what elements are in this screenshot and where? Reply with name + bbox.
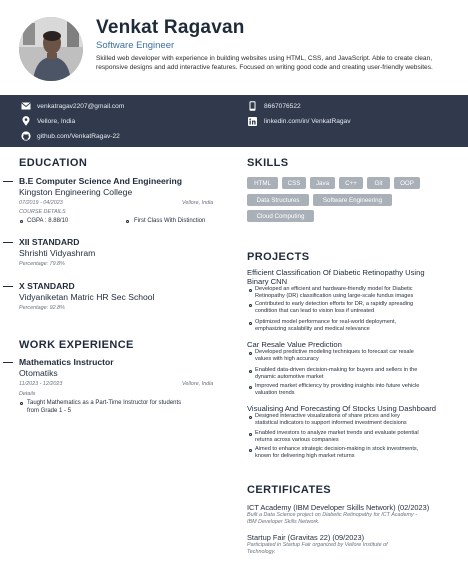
bullet-line: Developed predictive modeling techniques to forecast car resale <box>255 349 414 355</box>
education-percentage: Percentage: 92.8% <box>19 305 65 311</box>
linkedin-icon <box>247 116 258 126</box>
skill-tag: Data Structures <box>247 194 309 206</box>
certificate-desc <box>247 542 452 556</box>
education-degree: XII STANDARD <box>19 237 80 247</box>
timeline-dash <box>3 286 13 287</box>
skill-tag: OOP <box>394 177 420 189</box>
contact-github-text: github.com/VenkatRagav-22 <box>37 132 120 140</box>
desc-line: Participated in Startup Fair organized by Vellore Institute of <box>247 542 388 548</box>
experience-location: Vellore, India <box>182 381 214 387</box>
contact-linkedin-text: linkedin.com/in/ VenkatRagav <box>264 117 351 125</box>
bullet <box>249 352 252 355</box>
contact-phone-text: 8667076522 <box>264 102 301 110</box>
experience-details-label: Details <box>19 391 36 397</box>
resume-header <box>0 0 468 92</box>
project-bullet <box>255 286 455 300</box>
skills-heading: SKILLS <box>247 157 289 169</box>
education-school: Kingston Engineering College <box>19 187 133 197</box>
contact-location <box>20 116 75 126</box>
certificates-heading: CERTIFICATES <box>247 484 332 496</box>
certificate-title: Startup Fair (Gravitas 22) (09/2023) <box>247 533 365 542</box>
project-bullet <box>255 301 455 315</box>
experience-bullet: from Grade 1 - 5 <box>27 408 72 414</box>
timeline-dash <box>3 242 13 243</box>
timeline-dash <box>3 181 13 182</box>
certificate-desc <box>247 512 452 526</box>
experience-heading: WORK EXPERIENCE <box>19 339 134 351</box>
project-bullet <box>255 413 455 427</box>
bullet-line: statistical indicators to support informed investment decisions <box>255 420 407 427</box>
experience-dates: 11/2023 - 12/2023 <box>19 381 63 387</box>
bullet <box>20 220 23 223</box>
skill-tag: Software Engineering <box>313 194 392 206</box>
person-role: Software Engineer <box>96 40 175 51</box>
contact-email[interactable] <box>20 101 124 111</box>
bullet <box>249 322 252 325</box>
desc-line: IBM Developer Skills Network. <box>247 519 320 525</box>
project-bullet <box>255 430 455 444</box>
bullet-line: emphasizing scalability and medical relevance <box>255 326 370 333</box>
bullet-line: dynamic automotive market <box>255 374 324 381</box>
experience-org: Otomatiks <box>19 368 58 378</box>
bullet-line: known for delivering high market returns <box>255 453 355 460</box>
desc-line: Built a Data Science project on Diabetic Retinopathy for ICT Academy - <box>247 512 417 518</box>
education-location: Vellore, India <box>182 200 214 206</box>
skill-tag: C++ <box>339 177 363 189</box>
bullet-line: Enabled investors to analyze market trends and evaluate potential <box>255 430 419 436</box>
bullet-line: valuation trends <box>255 390 295 397</box>
project-title: Visualising And Forecasting Of Stocks Using Dashboard <box>247 404 436 413</box>
education-percentage: Percentage: 79.8% <box>19 261 65 267</box>
avatar <box>19 17 83 81</box>
project-title: Car Resale Value Prediction <box>247 340 342 349</box>
contact-location-text: Vellore, India <box>37 117 76 125</box>
experience-role: Mathematics Instructor <box>19 357 114 367</box>
bullet <box>249 289 252 292</box>
skill-tag: Java <box>310 177 335 189</box>
course-details-label: COURSE DETAILS <box>19 209 66 215</box>
course-detail: First Class With Distinction <box>134 218 206 224</box>
project-bullet <box>255 446 455 460</box>
projects-heading: PROJECTS <box>247 251 310 263</box>
project-bullet <box>255 349 455 363</box>
project-bullet <box>255 319 455 333</box>
skill-tag: CSS <box>282 177 306 189</box>
contact-phone[interactable] <box>247 101 301 111</box>
person-name: Venkat Ragavan <box>96 17 245 38</box>
project-bullet <box>255 367 455 381</box>
profile-summary: Skilled web developer with experience in building websites using HTML, CSS, and JavaScript. Able to create clean, responsive designs and add interactive features. Focused on writing good code and creating user-friendly websites. <box>96 55 433 72</box>
skill-tag: Cloud Computing <box>247 210 314 222</box>
project-title: Binary CNN <box>247 277 288 286</box>
education-heading: EDUCATION <box>19 157 88 169</box>
bullet-line: Retinopathy (DR) classification using large-scale fundus images <box>255 293 414 300</box>
bullet <box>249 386 252 389</box>
project-bullet <box>255 383 455 397</box>
timeline-dash <box>3 362 13 363</box>
phone-icon <box>247 101 258 111</box>
map-pin-icon <box>20 116 31 126</box>
bullet-line: Improved market efficiency by providing insights into future vehicle <box>255 383 420 389</box>
skill-tag: HTML <box>247 177 278 189</box>
education-degree: X STANDARD <box>19 281 75 291</box>
bullet-line: Contributed to early detection efforts for DR, a rapidly spreading <box>255 301 414 307</box>
bullet <box>249 304 252 307</box>
bullet <box>20 402 23 405</box>
bullet-line: Aimed to enhance strategic decision-making in stock investments, <box>255 446 419 452</box>
bullet-line: values with high accuracy <box>255 356 319 363</box>
project-title: Efficient Classification Of Diabetic Retinopathy Using <box>247 268 425 277</box>
bullet-line: condition that can lead to vision loss if untreated <box>255 308 375 315</box>
skill-tag: Git <box>367 177 390 189</box>
bullet <box>249 449 252 452</box>
bullet-line: Developed an efficient and hardware-friendly model for Diabetic <box>255 286 413 292</box>
envelope-icon <box>20 101 31 111</box>
bullet-line: Optimized model performance for real-world deployment, <box>255 319 397 325</box>
bullet-line: Designed interactive visualizations of share prices and key <box>255 413 400 419</box>
education-degree: B.E Computer Science And Engineering <box>19 176 182 186</box>
bullet-line: returns across various companies <box>255 437 339 444</box>
bullet <box>249 433 252 436</box>
experience-bullet: Taught Mathematics as a Part-Time Instructor for students <box>27 400 182 406</box>
github-icon <box>20 131 31 141</box>
bullet <box>126 220 129 223</box>
contact-bar <box>0 95 468 147</box>
education-school: Shrishti Vidyashram <box>19 248 96 258</box>
certificate-title: ICT Academy (IBM Developer Skills Network) (02/2023) <box>247 503 430 512</box>
course-detail: CGPA : 8.88/10 <box>27 218 69 224</box>
contact-linkedin[interactable] <box>247 116 351 126</box>
education-school: Vidyaniketan Matric HR Sec School <box>19 292 155 302</box>
bullet-line: Enabled data-driven decision-making for buyers and sellers in the <box>255 367 418 373</box>
education-dates: 07/2019 - 04/2023 <box>19 200 63 206</box>
desc-line: Technology. <box>247 549 276 555</box>
bullet <box>249 370 252 373</box>
contact-github[interactable] <box>20 131 120 141</box>
contact-email-text: venkatragav2207@gmail.com <box>37 102 125 110</box>
bullet <box>249 416 252 419</box>
